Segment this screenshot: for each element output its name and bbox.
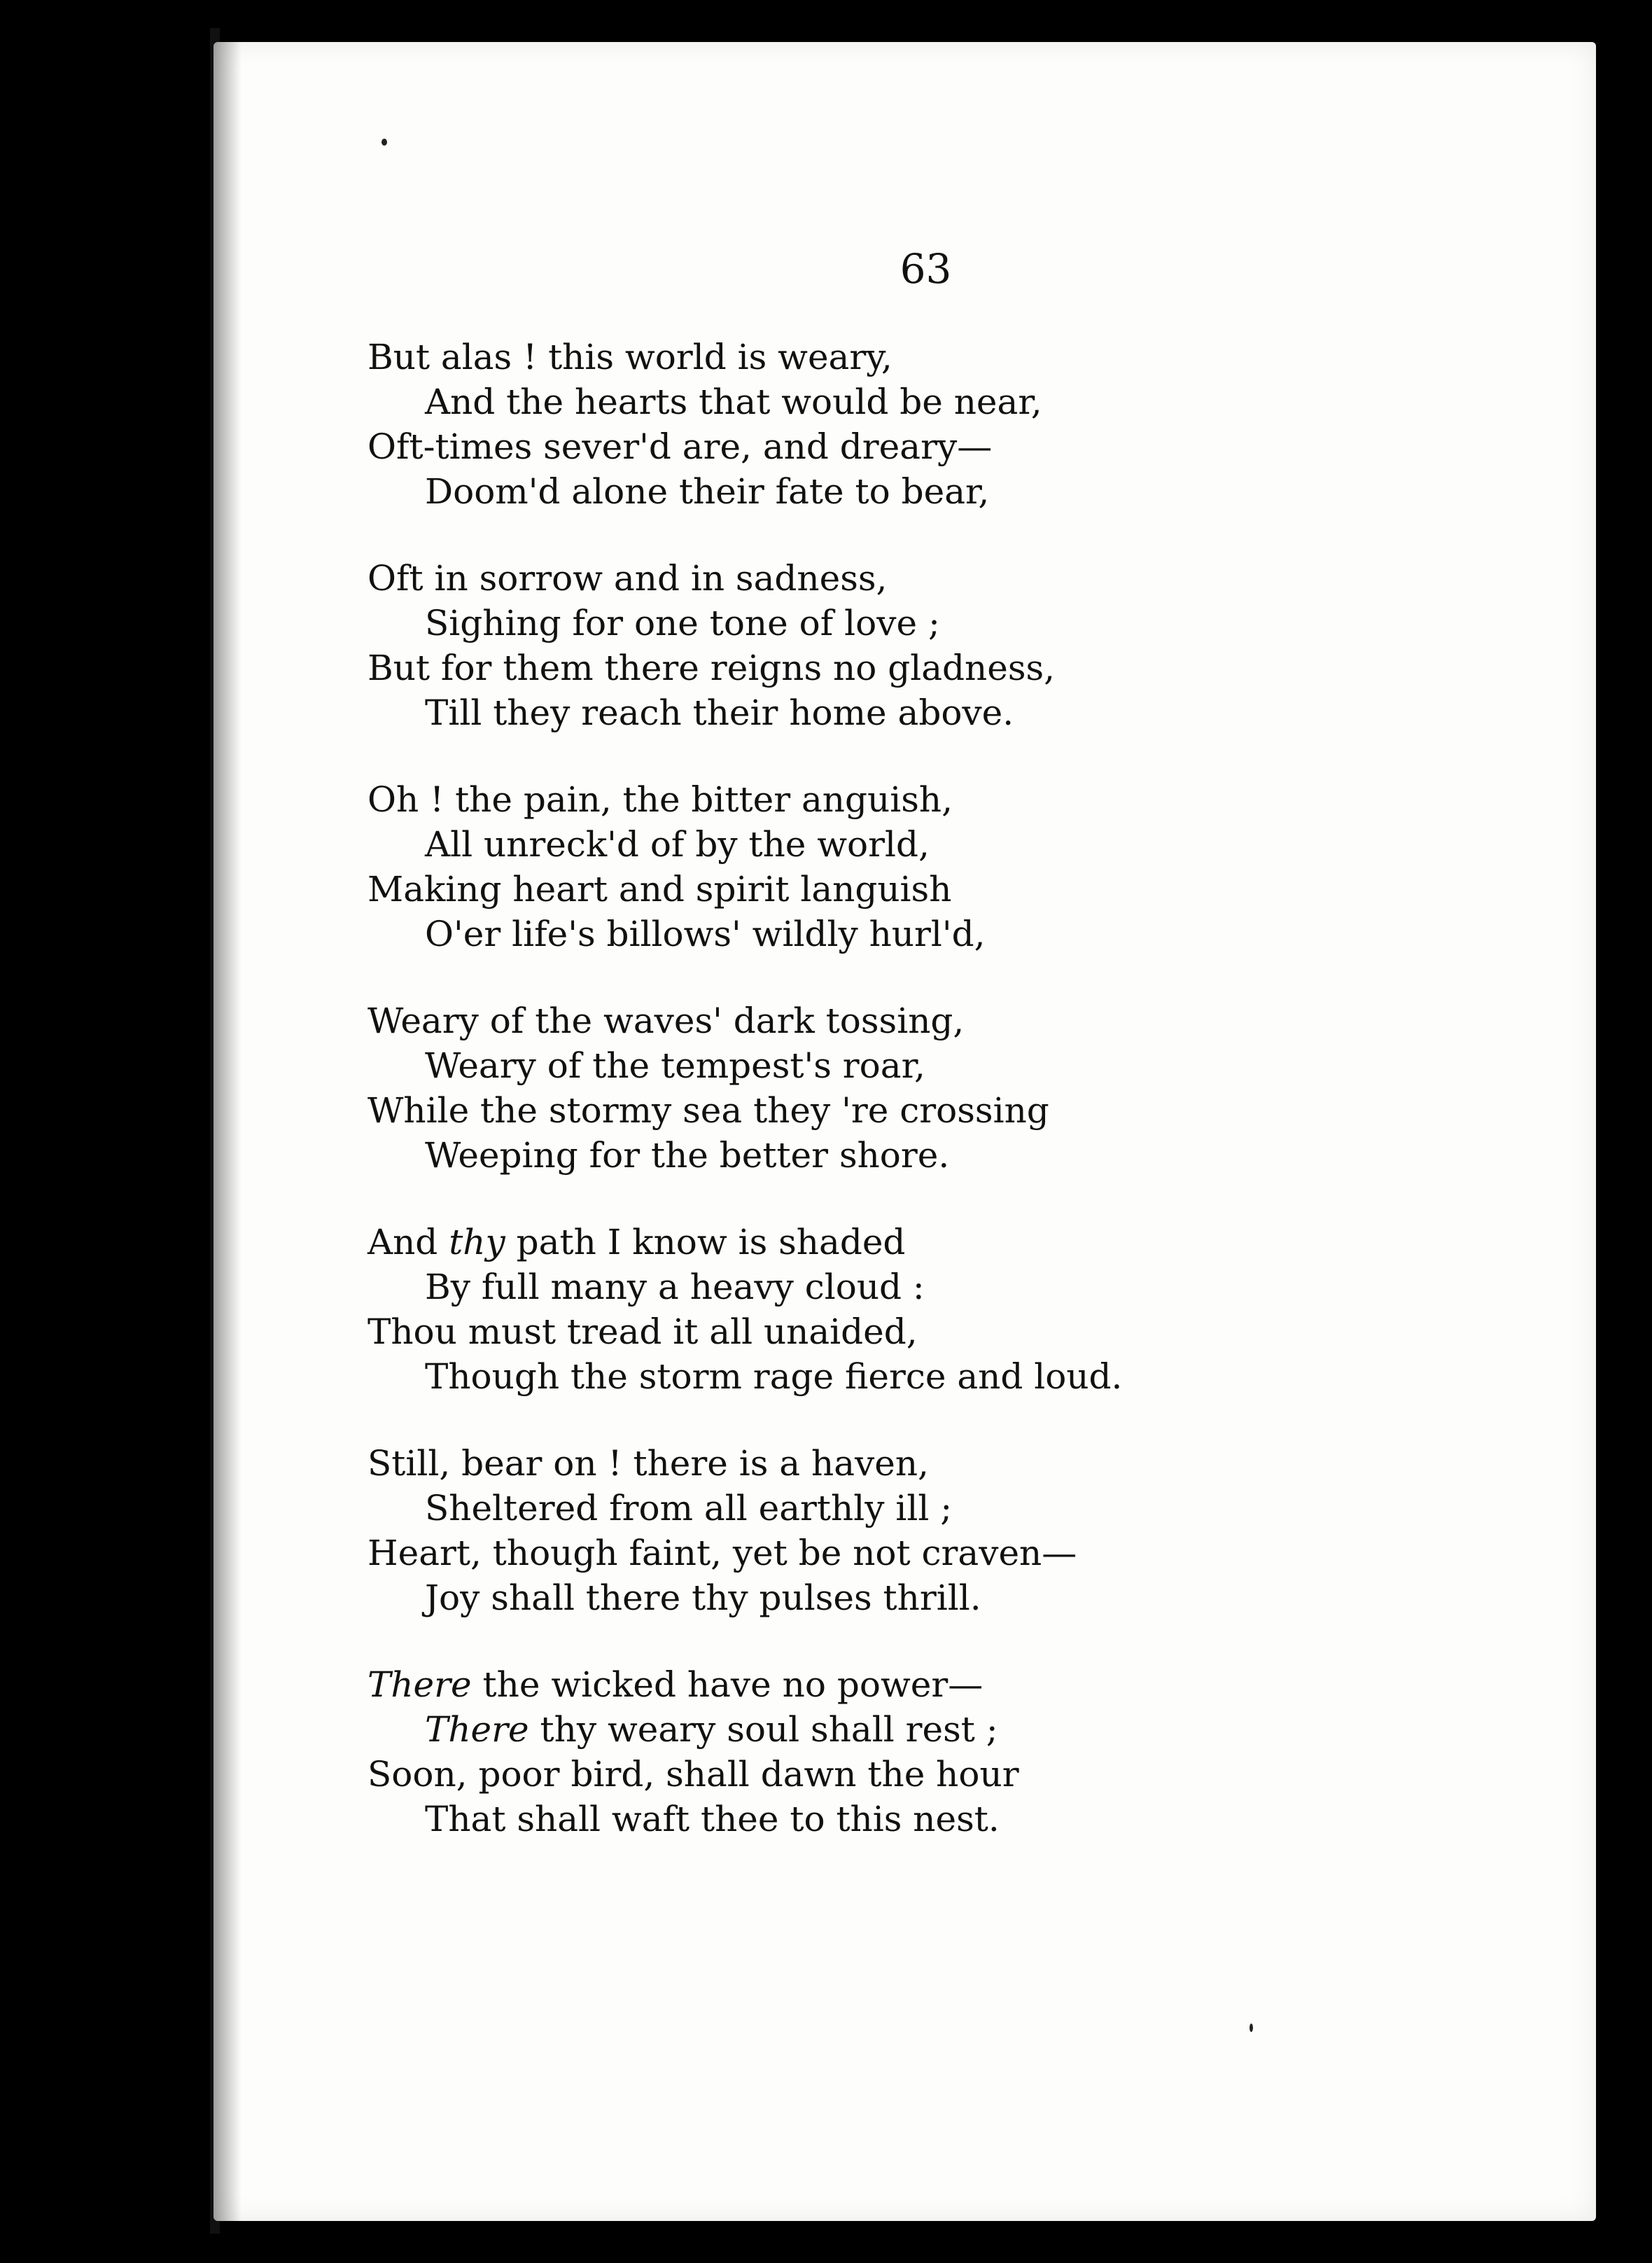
poem-line: While the stormy sea they 're crossing (368, 1090, 1049, 1131)
poem-line: Sheltered from all earthly ill ; (425, 1488, 953, 1529)
poem-line: Oft-times sever'd are, and dreary— (368, 426, 993, 467)
poem-line: Weeping for the better shore. (425, 1135, 950, 1176)
poem-line: Weary of the tempest's roar, (425, 1045, 925, 1086)
stanza (368, 556, 1348, 735)
poem-line: All unreck'd of by the world, (425, 824, 930, 865)
poem-line: Making heart and spirit languish (368, 869, 952, 910)
gutter-shadow (214, 42, 241, 2221)
stanza (368, 1441, 1348, 1620)
poem-line: Sighing for one tone of love ; (425, 603, 940, 643)
poem (368, 335, 1348, 1883)
poem-line: That shall waft thee to this nest. (425, 1799, 1000, 1839)
poem-line: Doom'd alone their fate to bear, (425, 471, 990, 512)
poem-line: Heart, though faint, yet be not craven— (368, 1533, 1077, 1573)
poem-line: Still, bear on ! there is a haven, (368, 1443, 929, 1484)
stanza (368, 1220, 1348, 1399)
poem-line: By full many a heavy cloud : (425, 1267, 925, 1307)
stanza (368, 1662, 1348, 1841)
poem-line: Thou must tread it all unaided, (368, 1311, 918, 1352)
stanza (368, 335, 1348, 514)
stanza (368, 777, 1348, 956)
poem-line: Soon, poor bird, shall dawn the hour (368, 1754, 1019, 1795)
poem-line: Till they reach their home above. (425, 692, 1014, 733)
poem-line: And the hearts that would be near, (425, 382, 1042, 422)
poem-line: Weary of the waves' dark tossing, (368, 1001, 965, 1041)
poem-line: O'er life's billows' wildly hurl'd, (425, 914, 986, 954)
poem-line: But for them there reigns no gladness, (368, 648, 1056, 688)
poem-line: Oh ! the pain, the bitter anguish, (368, 779, 953, 820)
poem-line: There thy weary soul shall rest ; (425, 1709, 998, 1750)
poem-line: There the wicked have no power— (368, 1664, 983, 1705)
poem-line: But alas ! this world is weary, (368, 337, 892, 377)
poem-line: Joy shall there thy pulses thrill. (425, 1578, 981, 1618)
poem-line: Oft in sorrow and in sadness, (368, 558, 888, 599)
stanza (368, 998, 1348, 1178)
poem-line: Though the storm rage fierce and loud. (425, 1356, 1123, 1397)
ink-speck (1250, 2024, 1253, 2032)
poem-line: And thy path I know is shaded (368, 1222, 906, 1262)
page-number: 63 (899, 245, 952, 293)
ink-speck (382, 139, 387, 146)
